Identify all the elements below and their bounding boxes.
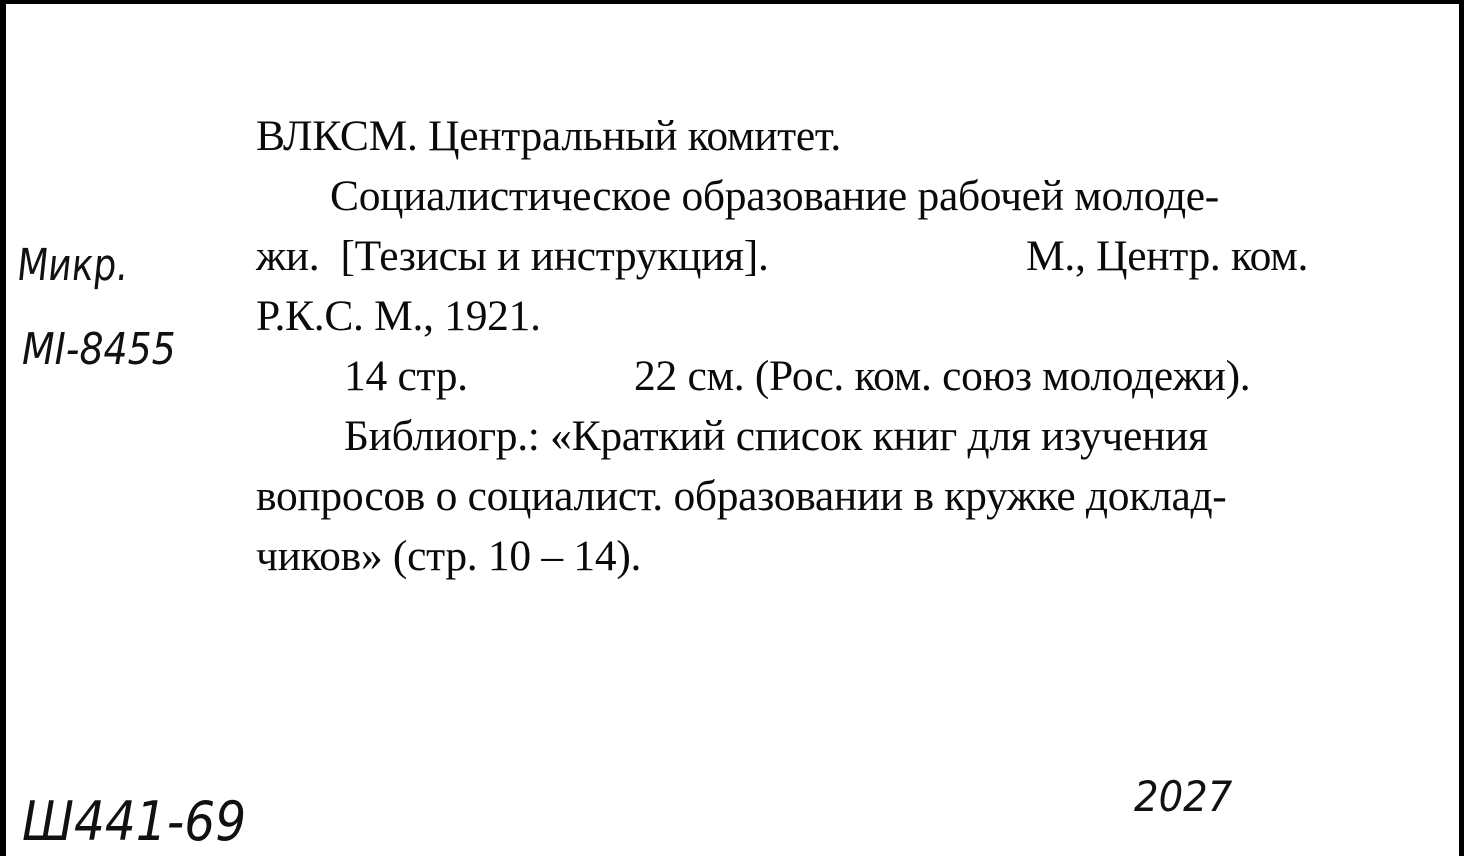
entry-collation-line (256, 346, 1396, 406)
entry-imprint-cont: Р.К.С. М., 1921. (256, 292, 541, 340)
entry-author: ВЛКСМ. Центральный комитет. (256, 112, 841, 160)
handwritten-shelf-mark: Ш441-69 (22, 790, 247, 853)
entry-note-line-1 (256, 406, 1396, 466)
entry-note-line-2 (256, 466, 1396, 526)
entry-heading (256, 106, 1396, 166)
entry-title: Социалистическое образование рабочей молоде- (330, 172, 1219, 220)
entry-size-series: 22 см. (Рос. ком. союз молодежи). (634, 352, 1251, 400)
card-border-left (0, 0, 6, 856)
card-border-top (0, 0, 1464, 4)
entry-bibliography-note-end: чиков» (стр. 10 – 14). (256, 532, 642, 580)
entry-imprint-line (256, 286, 1396, 346)
entry-bibliography-note-cont: вопросов о социалист. образовании в кружке доклад- (256, 472, 1227, 520)
entry-title-cont: жи. [Тезисы и инструкция]. (256, 232, 769, 280)
handwritten-microfilm-number: MI-8455 (22, 324, 176, 375)
entry-pages: 14 стр. (344, 352, 468, 400)
entry-bibliography-note: Библиогр.: «Краткий список книг для изучения (344, 412, 1208, 460)
entry-imprint: М., Центр. ком. (1026, 232, 1309, 280)
entry-title-line-1 (256, 166, 1396, 226)
handwritten-microfilm-label: Микр. (14, 240, 131, 291)
entry-note-line-3 (256, 526, 1396, 586)
handwritten-card-number: 2027 (1134, 772, 1233, 821)
entry-title-line-2 (256, 226, 1396, 286)
card-border-right (1459, 0, 1464, 856)
catalog-entry (256, 106, 1396, 586)
